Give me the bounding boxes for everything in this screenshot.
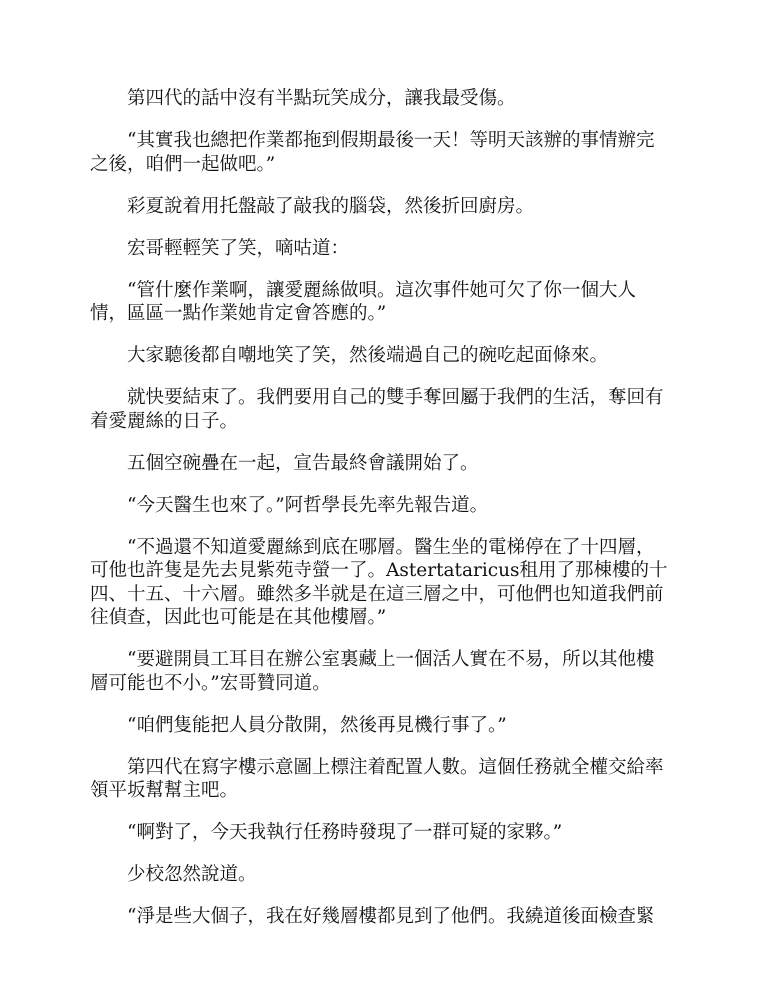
paragraph: “其實我也總把作業都拖到假期最後一天！等明天該辦的事情辦完之後，咱們一起做吧。” <box>90 130 655 175</box>
paragraph: 大家聽後都自嘲地笑了笑，然後端過自己的碗吃起面條來。 <box>127 345 609 366</box>
paragraph: 五個空碗疊在一起，宣告最終會議開始了。 <box>127 452 479 474</box>
paragraph: “要避開員工耳目在辦公室裏藏上一個活人實在不易，所以其他樓層可能也不小。”宏哥贊同道。 <box>90 649 655 694</box>
paragraph: “不過還不知道愛麗絲到底在哪層。醫生坐的電梯停在了十四層，可他也許隻是先去見紫苑寺螢一了。Astertataricus租用了那棟樓的十四、十五、十六層。雖然多半就是在這三層之中，可他們也知道我們前往偵查，因此也可能是在其他樓層。” <box>90 536 668 628</box>
paragraph: 彩夏說着用托盤敲了敲我的腦袋，然後折回廚房。 <box>127 195 535 217</box>
paragraph: 少校忽然說道。 <box>127 864 257 885</box>
paragraph: “管什麼作業啊，讓愛麗絲做唄。這次事件她可欠了你一個大人情，區區一點作業她肯定會答應的。” <box>90 279 636 324</box>
paragraph: 宏哥輕輕笑了笑，嘀咕道： <box>127 237 350 259</box>
paragraph: “淨是些大個子，我在好幾層樓都見到了他們。我繞道後面檢查緊 <box>127 906 655 927</box>
paragraph: “今天醫生也來了。”阿哲學長先率先報告道。 <box>127 494 489 516</box>
paragraph: 就快要結束了。我們要用自己的雙手奪回屬于我們的生活，奪回有着愛麗絲的日子。 <box>90 387 664 432</box>
paragraph: 第四代的話中沒有半點玩笑成分，讓我最受傷。 <box>127 88 516 109</box>
paragraph: 第四代在寫字樓示意圖上標注着配置人數。這個任務就全權交給率領平坂幫幫主吧。 <box>90 756 664 801</box>
paragraph: “咱們隻能把人員分散開，然後再見機行事了。” <box>127 714 507 736</box>
paragraph: “啊對了，今天我執行任務時發現了一群可疑的家夥。” <box>127 822 563 843</box>
text-body <box>90 87 672 947</box>
